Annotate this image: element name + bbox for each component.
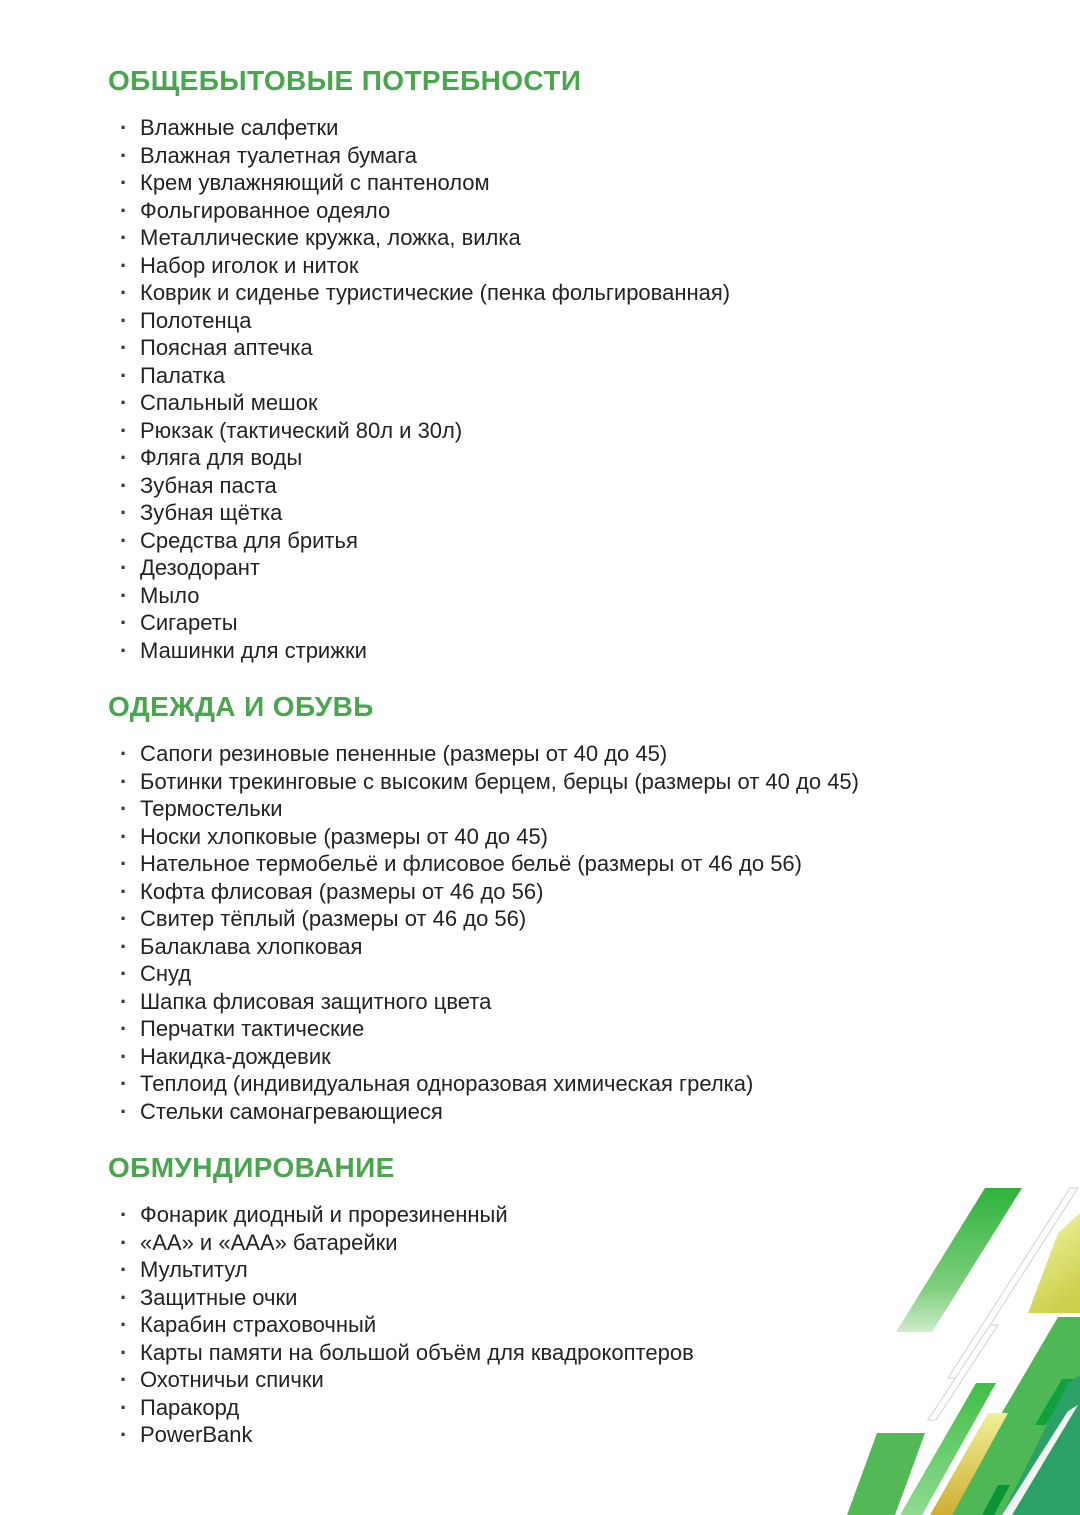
list-item: · Поясная аптечка xyxy=(108,334,1030,362)
list-item: · Зубная паста xyxy=(108,472,1030,500)
list-item: · Теплоид (индивидуальная одноразовая химическая грелка) xyxy=(108,1070,1030,1098)
list-item: · Дезодорант xyxy=(108,554,1030,582)
item-list xyxy=(108,1201,1030,1449)
list-item: · Средства для бритья xyxy=(108,527,1030,555)
list-item: · Фляга для воды xyxy=(108,444,1030,472)
list-item: · Влажные салфетки xyxy=(108,114,1030,142)
list-item: · Карты памяти на большой объём для квадрокоптеров xyxy=(108,1339,1030,1367)
list-item: · Сигареты xyxy=(108,609,1030,637)
list-item: · Перчатки тактические xyxy=(108,1015,1030,1043)
list-item: · Кофта флисовая (размеры от 46 до 56) xyxy=(108,878,1030,906)
list-item: · PowerBank xyxy=(108,1421,1030,1449)
list-item: · Ботинки трекинговые с высоким берцем, берцы (размеры от 40 до 45) xyxy=(108,768,1030,796)
section-title: ОБМУНДИРОВАНИЕ xyxy=(108,1152,395,1183)
list-item: · Коврик и сиденье туристические (пенка фольгированная) xyxy=(108,279,1030,307)
list-item: · Металлические кружка, ложка, вилка xyxy=(108,224,1030,252)
list-item: · Крем увлажняющий с пантенолом xyxy=(108,169,1030,197)
section-equipment xyxy=(108,1151,1030,1449)
list-item: · Спальный мешок xyxy=(108,389,1030,417)
list-item: · Паракорд xyxy=(108,1394,1030,1422)
list-item: · Сапоги резиновые пененные (размеры от 40 до 45) xyxy=(108,740,1030,768)
list-item: · Палатка xyxy=(108,362,1030,390)
section-title: ОБЩЕБЫТОВЫЕ ПОТРЕБНОСТИ xyxy=(108,65,582,96)
list-item: · Балаклава хлопковая xyxy=(108,933,1030,961)
list-item: · Защитные очки xyxy=(108,1284,1030,1312)
list-item: · Полотенца xyxy=(108,307,1030,335)
list-item: · Фонарик диодный и прорезиненный xyxy=(108,1201,1030,1229)
section-title: ОДЕЖДА И ОБУВЬ xyxy=(108,691,374,722)
list-item: · Свитер тёплый (размеры от 46 до 56) xyxy=(108,905,1030,933)
list-item: · Мультитул xyxy=(108,1256,1030,1284)
list-item: · Нательное термобельё и флисовое бельё (размеры от 46 до 56) xyxy=(108,850,1030,878)
list-item: · Машинки для стрижки xyxy=(108,637,1030,665)
list-item: · Шапка флисовая защитного цвета xyxy=(108,988,1030,1016)
list-item: · Мыло xyxy=(108,582,1030,610)
item-list xyxy=(108,740,1030,1125)
list-item: · Набор иголок и ниток xyxy=(108,252,1030,280)
list-item: · Носки хлопковые (размеры от 40 до 45) xyxy=(108,823,1030,851)
section-clothing-footwear xyxy=(108,690,1030,1125)
list-item: · Влажная туалетная бумага xyxy=(108,142,1030,170)
list-item: · Стельки самонагревающиеся xyxy=(108,1098,1030,1126)
list-item: · Термостельки xyxy=(108,795,1030,823)
checklist-content xyxy=(108,64,1030,1475)
list-item: · «АА» и «ААА» батарейки xyxy=(108,1229,1030,1257)
list-item: · Фольгированное одеяло xyxy=(108,197,1030,225)
list-item: · Снуд xyxy=(108,960,1030,988)
list-item: · Накидка-дождевик xyxy=(108,1043,1030,1071)
list-item: · Зубная щётка xyxy=(108,499,1030,527)
list-item: · Рюкзак (тактический 80л и 30л) xyxy=(108,417,1030,445)
item-list xyxy=(108,114,1030,664)
list-item: · Карабин страховочный xyxy=(108,1311,1030,1339)
list-item: · Охотничьи спички xyxy=(108,1366,1030,1394)
section-household-needs xyxy=(108,64,1030,664)
